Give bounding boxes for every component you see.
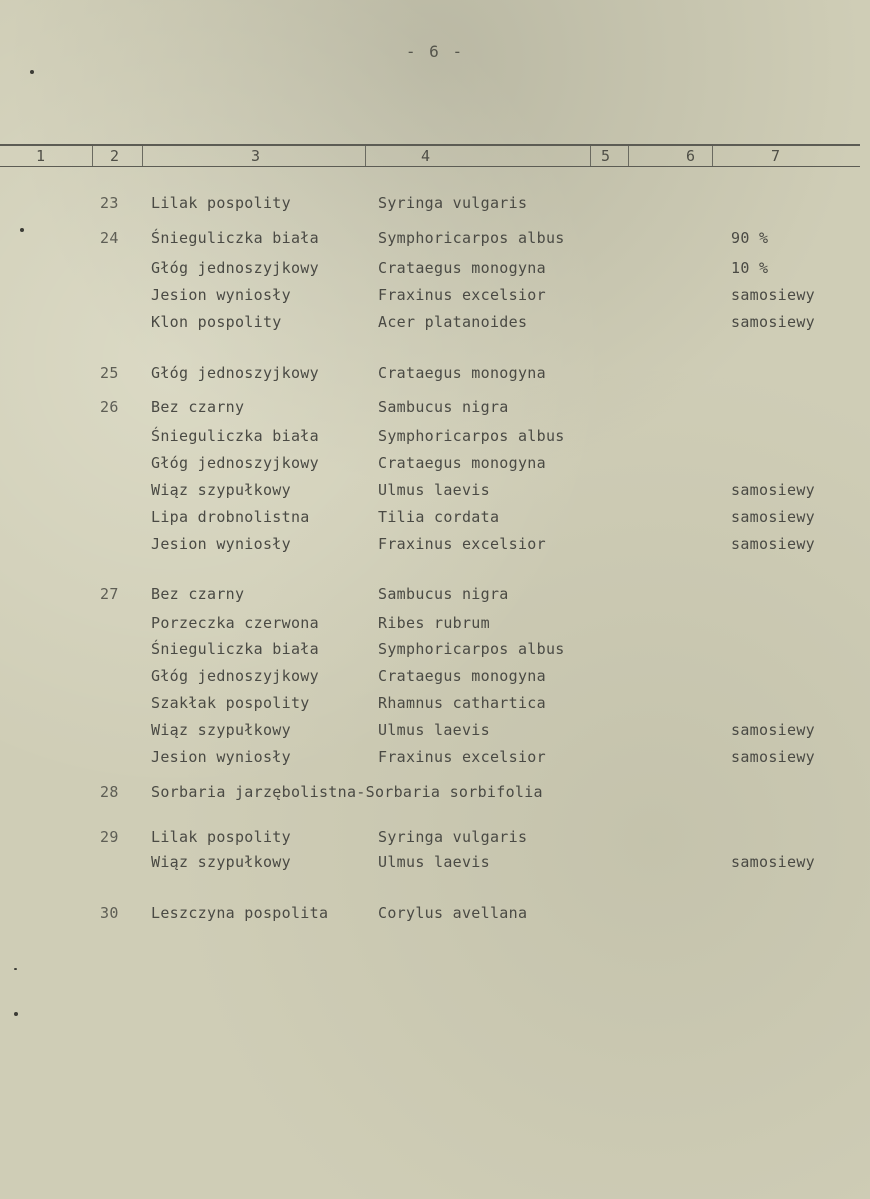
polish-name: Porzeczka czerwona — [151, 614, 319, 632]
polish-name: Lipa drobnolistna — [151, 508, 310, 526]
polish-name: Wiąz szypułkowy — [151, 853, 291, 871]
note: samosiewy — [731, 481, 815, 499]
table-header-rule — [0, 166, 860, 167]
column-divider — [92, 146, 93, 166]
paper-speck — [14, 1012, 18, 1016]
latin-name: Crataegus monogyna — [378, 667, 546, 685]
table-row — [0, 828, 870, 850]
entry-number: 23 — [100, 194, 119, 212]
latin-name: Fraxinus excelsior — [378, 535, 546, 553]
column-header-3: 3 — [251, 147, 261, 165]
polish-name: Klon pospolity — [151, 313, 282, 331]
table-row — [0, 286, 870, 308]
table-top-rule — [0, 144, 860, 146]
latin-name: Corylus avellana — [378, 904, 528, 922]
note: samosiewy — [731, 313, 815, 331]
table-row — [0, 614, 870, 636]
table-row — [0, 853, 870, 875]
note: samosiewy — [731, 286, 815, 304]
polish-name: Śnieguliczka biała — [151, 427, 319, 445]
table-row — [0, 454, 870, 476]
table-row — [0, 748, 870, 770]
column-divider — [628, 146, 629, 166]
latin-name: Tilia cordata — [378, 508, 500, 526]
latin-name: Symphoricarpos albus — [378, 229, 565, 247]
column-divider — [142, 146, 143, 166]
polish-name: Bez czarny — [151, 585, 245, 603]
note: samosiewy — [731, 721, 815, 739]
latin-name: Acer platanoides — [378, 313, 528, 331]
polish-name: Śnieguliczka biała — [151, 640, 319, 658]
table-row — [0, 194, 870, 216]
polish-name: Lilak pospolity — [151, 828, 291, 846]
note: samosiewy — [731, 853, 815, 871]
latin-name: Symphoricarpos albus — [378, 427, 565, 445]
column-header-6: 6 — [686, 147, 696, 165]
polish-name: Głóg jednoszyjkowy — [151, 364, 319, 382]
latin-name: Syringa vulgaris — [378, 194, 528, 212]
entry-number: 25 — [100, 364, 119, 382]
polish-name: Głóg jednoszyjkowy — [151, 259, 319, 277]
column-header-5: 5 — [601, 147, 611, 165]
table-row — [0, 259, 870, 281]
table-row — [0, 904, 870, 926]
table-row — [0, 721, 870, 743]
table-row — [0, 585, 870, 607]
note: samosiewy — [731, 748, 815, 766]
polish-name: Wiąz szypułkowy — [151, 721, 291, 739]
table-row — [0, 313, 870, 335]
column-header-7: 7 — [771, 147, 781, 165]
latin-name: Syringa vulgaris — [378, 828, 528, 846]
polish-name: Jesion wyniosły — [151, 535, 291, 553]
entry-number: 30 — [100, 904, 119, 922]
column-divider — [712, 146, 713, 166]
note: 90 % — [731, 229, 769, 247]
table-row — [0, 694, 870, 716]
paper-speck — [14, 968, 17, 970]
table-row — [0, 508, 870, 530]
latin-name: Crataegus monogyna — [378, 364, 546, 382]
latin-name: Rhamnus cathartica — [378, 694, 546, 712]
latin-name: Ulmus laevis — [378, 853, 490, 871]
table-row — [0, 481, 870, 503]
entry-number: 29 — [100, 828, 119, 846]
column-header-4: 4 — [421, 147, 431, 165]
polish-name: Głóg jednoszyjkowy — [151, 667, 319, 685]
note: samosiewy — [731, 508, 815, 526]
table-row — [0, 398, 870, 420]
latin-name: Sambucus nigra — [378, 585, 509, 603]
column-divider — [590, 146, 591, 166]
table-row — [0, 535, 870, 557]
latin-name: Crataegus monogyna — [378, 259, 546, 277]
polish-name: Śnieguliczka biała — [151, 229, 319, 247]
table-row — [0, 427, 870, 449]
entry-number: 26 — [100, 398, 119, 416]
polish-name: Lilak pospolity — [151, 194, 291, 212]
latin-name: Ulmus laevis — [378, 721, 490, 739]
note: samosiewy — [731, 535, 815, 553]
column-divider — [365, 146, 366, 166]
table-row — [0, 640, 870, 662]
entry-number: 27 — [100, 585, 119, 603]
latin-name: Crataegus monogyna — [378, 454, 546, 472]
latin-name: Ulmus laevis — [378, 481, 490, 499]
polish-name: Wiąz szypułkowy — [151, 481, 291, 499]
latin-name: Fraxinus excelsior — [378, 748, 546, 766]
note: 10 % — [731, 259, 769, 277]
latin-name: Fraxinus excelsior — [378, 286, 546, 304]
latin-name: Ribes rubrum — [378, 614, 490, 632]
entry-number: 28 — [100, 783, 119, 801]
column-header-2: 2 — [110, 147, 120, 165]
table-row — [0, 229, 870, 251]
entry-number: 24 — [100, 229, 119, 247]
paper-speck — [30, 70, 34, 74]
polish-name: Sorbaria jarzębolistna-Sorbaria sorbifolia — [151, 783, 543, 801]
polish-name: Szakłak pospolity — [151, 694, 310, 712]
latin-name: Sambucus nigra — [378, 398, 509, 416]
page-number: - 6 - — [405, 42, 465, 61]
polish-name: Leszczyna pospolita — [151, 904, 329, 922]
polish-name: Jesion wyniosły — [151, 286, 291, 304]
polish-name: Bez czarny — [151, 398, 245, 416]
polish-name: Jesion wyniosły — [151, 748, 291, 766]
polish-name: Głóg jednoszyjkowy — [151, 454, 319, 472]
table-row — [0, 783, 870, 805]
table-row — [0, 667, 870, 689]
latin-name: Symphoricarpos albus — [378, 640, 565, 658]
table-row — [0, 364, 870, 386]
column-header-1: 1 — [36, 147, 46, 165]
